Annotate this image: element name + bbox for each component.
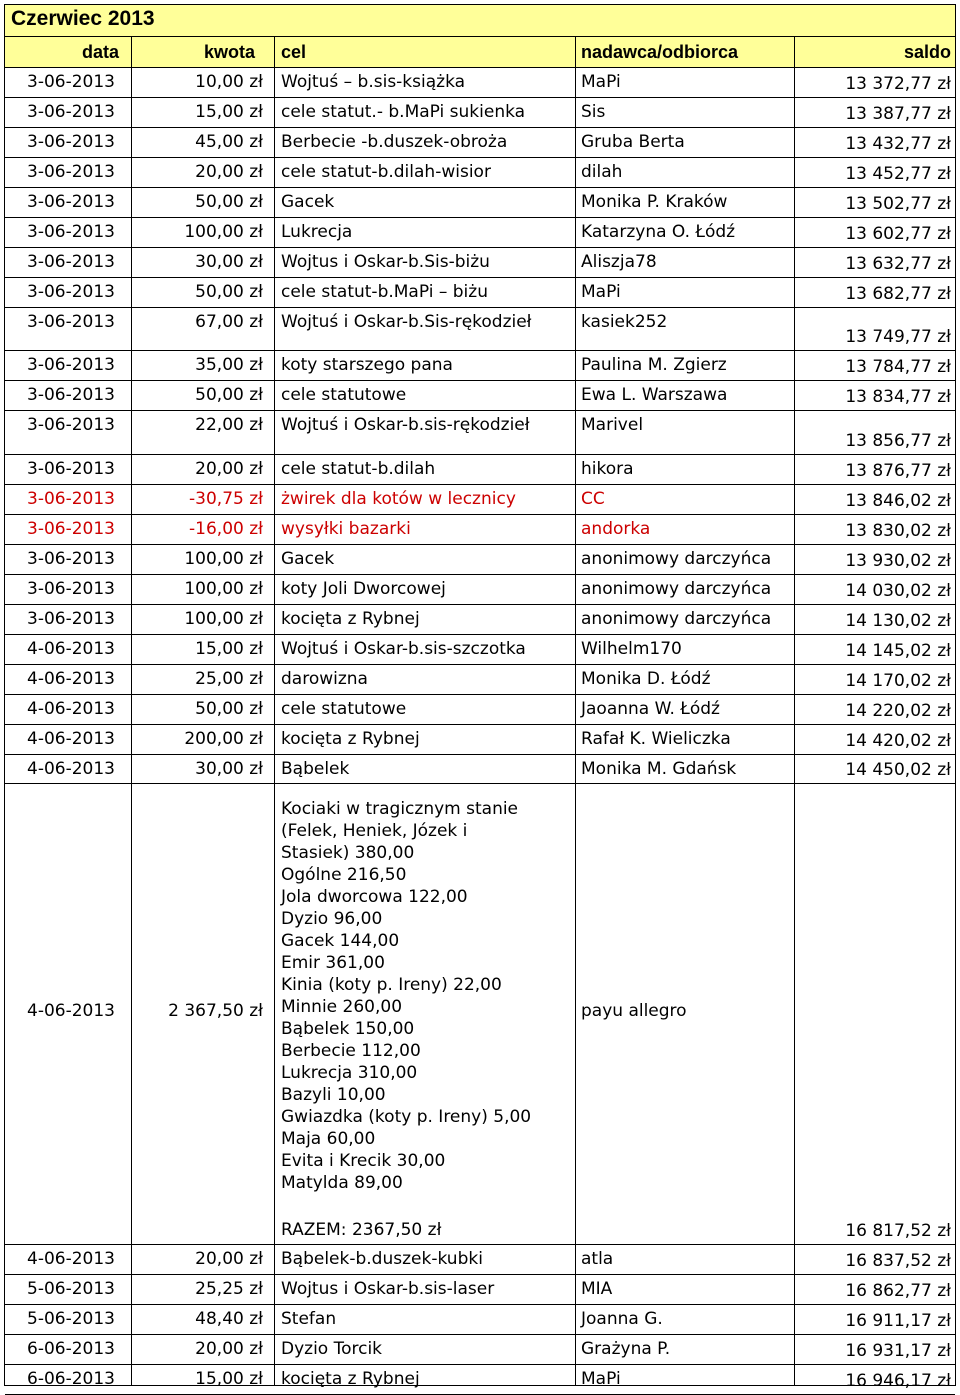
cell-sender: dilah — [581, 162, 623, 182]
cell-sender: Monika D. Łódź — [581, 669, 711, 689]
cell-purpose: Wojtuś i Oskar-b.sis-szczotka — [281, 639, 526, 659]
breakdown-total: RAZEM: 2367,50 zł — [281, 1220, 442, 1240]
cell-amount: 100,00 zł — [184, 579, 263, 599]
breakdown-line: Minnie 260,00 — [281, 997, 403, 1017]
table-row — [5, 515, 955, 545]
column-divider — [131, 37, 132, 1385]
cell-purpose: cele statutowe — [281, 385, 407, 405]
cell-date: 3-06-2013 — [27, 609, 115, 629]
header-nadawca: nadawca/odbiorca — [581, 42, 739, 62]
cell-purpose: kocięta z Rybnej — [281, 609, 420, 629]
cell-purpose: Gacek — [281, 549, 335, 569]
cell-sender: anonimowy darczyńca — [581, 609, 772, 629]
cell-amount: 200,00 zł — [184, 729, 263, 749]
breakdown-line: Stasiek) 380,00 — [281, 843, 415, 863]
cell-balance: 14 220,02 zł — [845, 701, 951, 721]
breakdown-line: Berbecie 112,00 — [281, 1041, 421, 1061]
cell-sender: MaPi — [581, 72, 621, 92]
cell-purpose: koty starszego pana — [281, 355, 453, 375]
table-row — [5, 1245, 955, 1275]
cell-amount: 50,00 zł — [195, 192, 263, 212]
cell-purpose: Wojtus i Oskar-b.sis-laser — [281, 1279, 495, 1299]
cell-date: 6-06-2013 — [27, 1339, 115, 1359]
header-kwota: kwota — [204, 42, 256, 62]
cell-amount: 35,00 zł — [195, 355, 263, 375]
cell-date: 3-06-2013 — [27, 252, 115, 272]
cell-sender: Monika P. Kraków — [581, 192, 728, 212]
cell-amount: 20,00 zł — [195, 1249, 263, 1269]
table-row — [5, 411, 955, 455]
cell-balance: 13 930,02 zł — [845, 551, 951, 571]
table-row — [5, 248, 955, 278]
cell-amount: 10,00 zł — [195, 72, 263, 92]
cell-amount: 67,00 zł — [195, 312, 263, 332]
table-row — [5, 1335, 955, 1365]
breakdown-line: Matylda 89,00 — [281, 1173, 403, 1193]
month-banner — [5, 5, 955, 37]
cell-date: 3-06-2013 — [27, 282, 115, 302]
cell-sender: Marivel — [581, 415, 644, 435]
table-row — [5, 278, 955, 308]
cell-sender: anonimowy darczyńca — [581, 579, 772, 599]
cell-balance: 13 632,77 zł — [845, 254, 951, 274]
cell-sender: payu allegro — [581, 1001, 687, 1021]
ledger-table — [4, 4, 956, 1391]
table-row — [5, 1305, 955, 1335]
cell-balance: 13 834,77 zł — [845, 387, 951, 407]
cell-balance: 16 862,77 zł — [845, 1281, 951, 1301]
cell-sender: Katarzyna O. Łódź — [581, 222, 736, 242]
cell-date: 5-06-2013 — [27, 1279, 115, 1299]
cell-balance: 14 170,02 zł — [845, 671, 951, 691]
cell-balance: 16 817,52 zł — [845, 1221, 951, 1241]
cell-purpose: cele statut.- b.MaPi sukienka — [281, 102, 526, 122]
cell-purpose: Wojtus i Oskar-b.Sis-biżu — [281, 252, 490, 272]
cell-purpose: cele statut-b.dilah-wisior — [281, 162, 491, 182]
cell-amount: 15,00 zł — [195, 102, 263, 122]
cell-date: 4-06-2013 — [27, 1249, 115, 1269]
cell-balance: 13 372,77 zł — [845, 74, 951, 94]
cell-amount: 100,00 zł — [184, 222, 263, 242]
cell-sender: MIA — [581, 1279, 613, 1299]
cell-amount: 2 367,50 zł — [168, 1001, 263, 1021]
cell-balance: 13 682,77 zł — [845, 284, 951, 304]
cell-date: 3-06-2013 — [27, 459, 115, 479]
cell-balance: 13 876,77 zł — [845, 461, 951, 481]
cell-balance: 14 130,02 zł — [845, 611, 951, 631]
cell-balance: 14 145,02 zł — [845, 641, 951, 661]
cell-sender: Jaoanna W. Łódź — [581, 699, 720, 719]
cell-purpose: cele statut-b.dilah — [281, 459, 436, 479]
cell-purpose: cele statutowe — [281, 699, 407, 719]
cell-purpose: żwirek dla kotów w lecznicy — [281, 489, 516, 509]
breakdown-line: Lukrecja 310,00 — [281, 1063, 418, 1083]
cell-amount: -30,75 zł — [189, 489, 263, 509]
breakdown-line: Dyzio 96,00 — [281, 909, 383, 929]
cell-amount: 25,25 zł — [195, 1279, 263, 1299]
table-row — [5, 308, 955, 351]
cell-date: 4-06-2013 — [27, 1001, 115, 1021]
cell-balance: 14 450,02 zł — [845, 760, 951, 780]
table-row-breakdown — [5, 784, 955, 1245]
cell-date: 5-06-2013 — [27, 1309, 115, 1329]
table-row — [5, 68, 955, 98]
cell-amount: 20,00 zł — [195, 162, 263, 182]
cell-date: 4-06-2013 — [27, 729, 115, 749]
cell-purpose: Bąbelek — [281, 759, 350, 779]
table-row — [5, 188, 955, 218]
cell-balance: 13 856,77 zł — [845, 431, 951, 451]
cell-date: 3-06-2013 — [27, 519, 115, 539]
cell-balance: 13 846,02 zł — [845, 491, 951, 511]
cell-balance: 16 931,17 zł — [845, 1341, 951, 1361]
table-row — [5, 545, 955, 575]
cell-purpose: Lukrecja — [281, 222, 353, 242]
cell-sender: kasiek252 — [581, 312, 668, 332]
cell-sender: MaPi — [581, 282, 621, 302]
cell-sender: MaPi — [581, 1369, 621, 1389]
column-divider — [575, 37, 576, 1385]
cell-date: 3-06-2013 — [27, 72, 115, 92]
cell-sender: Wilhelm170 — [581, 639, 682, 659]
page-title: Czerwiec 2013 — [11, 7, 155, 30]
cell-sender: atla — [581, 1249, 614, 1269]
breakdown-line: Emir 361,00 — [281, 953, 385, 973]
table-row — [5, 695, 955, 725]
cell-balance: 16 837,52 zł — [845, 1251, 951, 1271]
table-row — [5, 755, 955, 784]
table-row — [5, 381, 955, 411]
cell-amount: 30,00 zł — [195, 252, 263, 272]
cell-amount: 20,00 zł — [195, 459, 263, 479]
table-row — [5, 218, 955, 248]
table-row — [5, 158, 955, 188]
cell-balance: 13 602,77 zł — [845, 224, 951, 244]
cell-amount: -16,00 zł — [189, 519, 263, 539]
cell-purpose: Wojtuś i Oskar-b.Sis-rękodzieł — [281, 312, 532, 332]
cell-sender: Grażyna P. — [581, 1339, 671, 1359]
column-divider — [274, 37, 275, 1385]
cell-sender: Aliszja78 — [581, 252, 657, 272]
breakdown-line: Jola dworcowa 122,00 — [281, 887, 468, 907]
cell-sender: Gruba Berta — [581, 132, 685, 152]
table-row — [5, 665, 955, 695]
cell-amount: 22,00 zł — [195, 415, 263, 435]
table-row — [5, 1365, 955, 1395]
cell-balance: 16 911,17 zł — [845, 1311, 951, 1331]
breakdown-line: Bąbelek 150,00 — [281, 1019, 415, 1039]
cell-date: 6-06-2013 — [27, 1369, 115, 1389]
table-row — [5, 128, 955, 158]
breakdown-line: Kinia (koty p. Ireny) 22,00 — [281, 975, 502, 995]
cell-sender: Ewa L. Warszawa — [581, 385, 728, 405]
cell-amount: 50,00 zł — [195, 385, 263, 405]
table-row — [5, 455, 955, 485]
cell-sender: CC — [581, 489, 605, 509]
cell-date: 4-06-2013 — [27, 669, 115, 689]
breakdown-line: Ogólne 216,50 — [281, 865, 407, 885]
cell-amount: 20,00 zł — [195, 1339, 263, 1359]
cell-date: 3-06-2013 — [27, 102, 115, 122]
header-cel: cel — [281, 42, 307, 62]
cell-balance: 16 946,17 zł — [845, 1371, 951, 1391]
cell-balance: 13 749,77 zł — [845, 327, 951, 347]
cell-purpose: koty Joli Dworcowej — [281, 579, 446, 599]
breakdown-line: Bazyli 10,00 — [281, 1085, 386, 1105]
cell-date: 3-06-2013 — [27, 162, 115, 182]
table-row — [5, 98, 955, 128]
cell-amount: 50,00 zł — [195, 282, 263, 302]
cell-purpose: Bąbelek-b.duszek-kubki — [281, 1249, 483, 1269]
cell-balance: 13 432,77 zł — [845, 134, 951, 154]
header-saldo: saldo — [903, 42, 951, 62]
cell-date: 3-06-2013 — [27, 415, 115, 435]
cell-date: 3-06-2013 — [27, 355, 115, 375]
breakdown-line: (Felek, Heniek, Józek i — [281, 821, 468, 841]
cell-amount: 45,00 zł — [195, 132, 263, 152]
cell-purpose: Gacek — [281, 192, 335, 212]
cell-amount: 100,00 zł — [184, 549, 263, 569]
cell-purpose: kocięta z Rybnej — [281, 729, 420, 749]
cell-balance: 13 830,02 zł — [845, 521, 951, 541]
table-row — [5, 635, 955, 665]
table-row — [5, 605, 955, 635]
cell-date: 3-06-2013 — [27, 312, 115, 332]
cell-sender: Rafał K. Wieliczka — [581, 729, 731, 749]
column-divider — [794, 37, 795, 1385]
cell-purpose: cele statut-b.MaPi – biżu — [281, 282, 488, 302]
table-row — [5, 725, 955, 755]
cell-purpose: Wojtuś i Oskar-b.sis-rękodzieł — [281, 415, 530, 435]
breakdown-list — [281, 798, 531, 1194]
cell-balance: 13 452,77 zł — [845, 164, 951, 184]
cell-sender: hikora — [581, 459, 634, 479]
cell-purpose: Wojtuś – b.sis-książka — [281, 72, 466, 92]
cell-date: 3-06-2013 — [27, 579, 115, 599]
breakdown-line: Gwiazdka (koty p. Ireny) 5,00 — [281, 1107, 532, 1127]
cell-amount: 25,00 zł — [195, 669, 263, 689]
cell-balance: 13 502,77 zł — [845, 194, 951, 214]
cell-purpose: Stefan — [281, 1309, 337, 1329]
breakdown-line: Maja 60,00 — [281, 1129, 376, 1149]
cell-purpose: wysyłki bazarki — [281, 519, 411, 539]
cell-amount: 15,00 zł — [195, 639, 263, 659]
cell-purpose: darowizna — [281, 669, 368, 689]
cell-purpose: Dyzio Torcik — [281, 1339, 383, 1359]
cell-amount: 15,00 zł — [195, 1369, 263, 1389]
table-row — [5, 351, 955, 381]
header-data: data — [82, 42, 120, 62]
table-row — [5, 485, 955, 515]
table-row — [5, 1275, 955, 1305]
cell-amount: 50,00 zł — [195, 699, 263, 719]
cell-date: 4-06-2013 — [27, 639, 115, 659]
cell-amount: 100,00 zł — [184, 609, 263, 629]
cell-sender: anonimowy darczyńca — [581, 549, 772, 569]
cell-date: 4-06-2013 — [27, 699, 115, 719]
cell-sender: Paulina M. Zgierz — [581, 355, 727, 375]
cell-amount: 30,00 zł — [195, 759, 263, 779]
header-row — [5, 37, 955, 68]
cell-balance: 13 784,77 zł — [845, 357, 951, 377]
table-row — [5, 575, 955, 605]
cell-date: 3-06-2013 — [27, 385, 115, 405]
cell-purpose: kocięta z Rybnej — [281, 1369, 420, 1389]
cell-balance: 14 420,02 zł — [845, 731, 951, 751]
cell-purpose: Berbecie -b.duszek-obroża — [281, 132, 508, 152]
cell-sender: Sis — [581, 102, 606, 122]
cell-date: 3-06-2013 — [27, 489, 115, 509]
breakdown-line: Kociaki w tragicznym stanie — [281, 799, 519, 819]
cell-date: 3-06-2013 — [27, 222, 115, 242]
ledger-rows — [5, 68, 955, 1395]
cell-sender: andorka — [581, 519, 651, 539]
breakdown-line: Evita i Krecik 30,00 — [281, 1151, 446, 1171]
cell-amount: 48,40 zł — [195, 1309, 263, 1329]
cell-date: 3-06-2013 — [27, 549, 115, 569]
cell-balance: 14 030,02 zł — [845, 581, 951, 601]
cell-sender: Monika M. Gdańsk — [581, 759, 737, 779]
cell-date: 3-06-2013 — [27, 132, 115, 152]
breakdown-line: Gacek 144,00 — [281, 931, 400, 951]
cell-date: 3-06-2013 — [27, 192, 115, 212]
cell-date: 4-06-2013 — [27, 759, 115, 779]
cell-balance: 13 387,77 zł — [845, 104, 951, 124]
cell-sender: Joanna G. — [581, 1309, 663, 1329]
